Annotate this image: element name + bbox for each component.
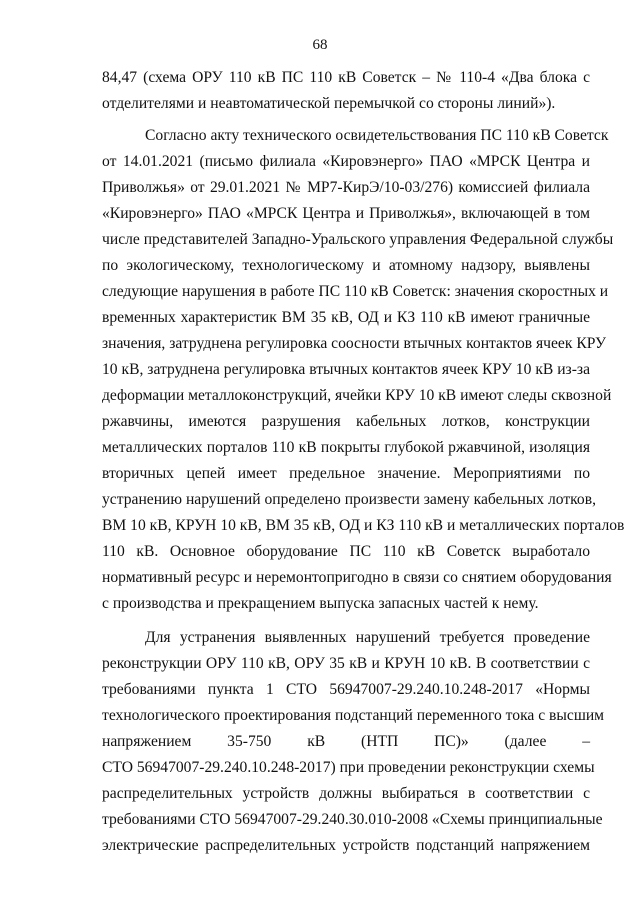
text-line: отделителями и неавтоматической перемычкой со стороны линий»). — [102, 95, 556, 112]
text-line: с производства и прекращением выпуска запасных частей к нему. — [102, 595, 539, 612]
text-line: металлических порталов 110 кВ покрыты глубокой ржавчиной, изоляция — [102, 439, 590, 456]
text-line: деформации металлоконструкций, ячейки КРУ 10 кВ имеют следы сквозной — [102, 387, 612, 404]
text-line: «Кировэнерго» ПАО «МРСК Центра и Приволжья», включающей в том — [102, 205, 590, 222]
text-line: следующие нарушения в работе ПС 110 кВ Советск: значения скоростных и — [102, 283, 609, 300]
text-line: временных характеристик ВМ 35 кВ, ОД и КЗ 110 кВ имеют граничные — [102, 309, 590, 326]
text-line: распределительных устройств должны выбираться в соответствии с — [102, 785, 590, 802]
text-line: по экологическому, технологическому и атомному надзору, выявлены — [102, 257, 590, 274]
text-line: вторичных цепей имеет предельное значение. Мероприятиями по — [102, 465, 590, 482]
text-line: технологического проектирования подстанций переменного тока с высшим — [102, 707, 605, 724]
text-line: 84,47 (схема ОРУ 110 кВ ПС 110 кВ Советск – № 110-4 «Два блока с — [102, 69, 590, 86]
page-number: 68 — [312, 37, 328, 53]
text-line: реконструкции ОРУ 110 кВ, ОРУ 35 кВ и КРУН 10 кВ. В соответствии с — [102, 655, 590, 672]
paragraph-first-line: Согласно акту технического освидетельствования ПС 110 кВ Советск — [145, 127, 609, 144]
text-line: ржавчины, имеются разрушения кабельных лотков, конструкции — [102, 413, 590, 430]
text-line: требованиями пункта 1 СТО 56947007-29.240.10.248-2017 «Нормы — [102, 681, 590, 698]
text-line: требованиями СТО 56947007-29.240.30.010-2008 «Схемы принципиальные — [102, 811, 603, 828]
text-line: от 14.01.2021 (письмо филиала «Кировэнерго» ПАО «МРСК Центра и — [102, 153, 590, 170]
text-line: устранению нарушений определено произвести замену кабельных лотков, — [102, 491, 596, 508]
text-line: СТО 56947007-29.240.10.248-2017) при проведении реконструкции схемы — [102, 759, 595, 776]
text-line: 10 кВ, затруднена регулировка втычных контактов ячеек КРУ 10 кВ из-за — [102, 361, 590, 378]
text-line: значения, затруднена регулировка соосности втычных контактов ячеек КРУ — [102, 335, 607, 352]
text-line: напряжением 35-750 кВ (НТП ПС)» (далее – — [102, 733, 590, 750]
text-line: ВМ 10 кВ, КРУН 10 кВ, ВМ 35 кВ, ОД и КЗ 110 кВ и металлических порталов — [102, 517, 625, 534]
text-line: числе представителей Западно-Уральского управления Федеральной службы — [102, 231, 614, 248]
text-line: электрические распределительных устройств подстанций напряжением — [102, 837, 590, 854]
text-line: Приволжья» от 29.01.2021 № МР7-КирЭ/10-03/276) комиссией филиала — [102, 179, 590, 196]
paragraph-first-line: Для устранения выявленных нарушений требуется проведение — [145, 629, 590, 646]
text-line: 110 кВ. Основное оборудование ПС 110 кВ Советск выработало — [102, 543, 590, 560]
text-line: нормативный ресурс и неремонтопригодно в связи со снятием оборудования — [102, 569, 612, 586]
